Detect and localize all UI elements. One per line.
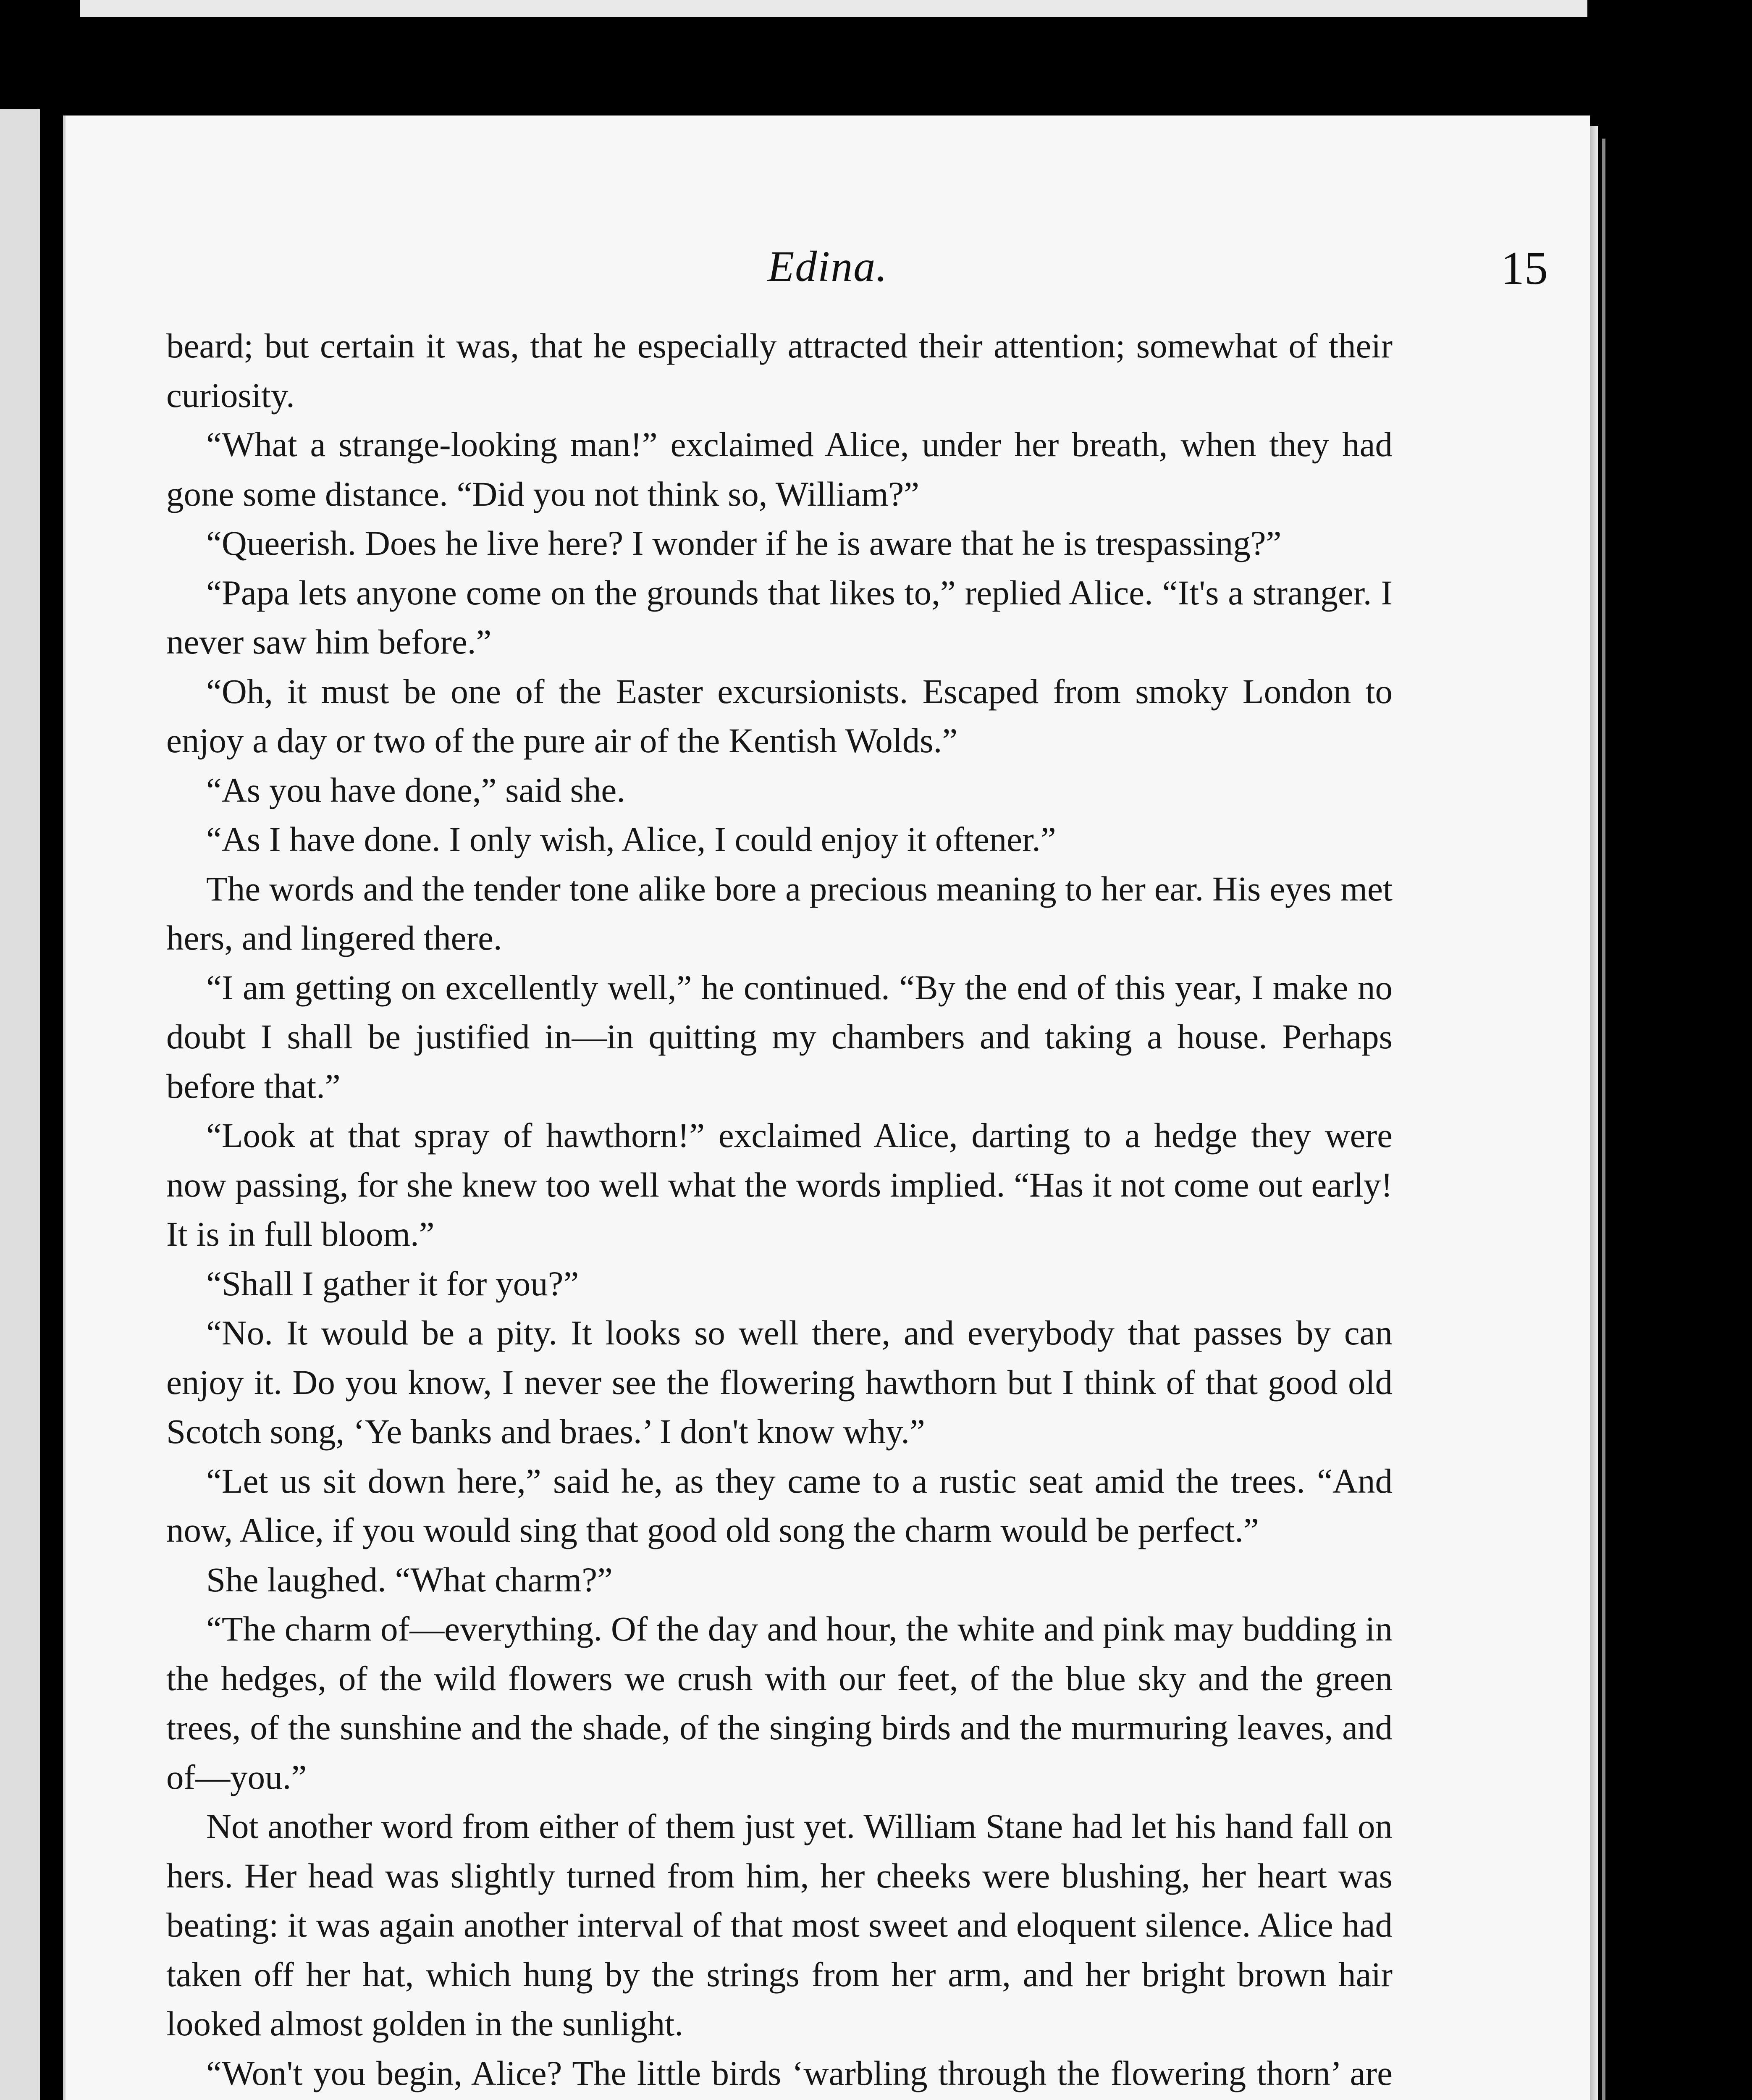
paragraph: beard; but certain it was, that he especially attracted their attention; somewhat of their curiosity. bbox=[166, 326, 1393, 415]
paragraph: Not another word from either of them just yet. William Stane had let his hand fall on hers. Her head was slightly turned from him, her cheeks were blushing, her heart was beating: it was again another interval of that most sweet and eloquent silence. Alice had taken off her hat, which hung by the strings from her arm, and her bright brown hair looked almost golden in the sunlight. bbox=[166, 1807, 1393, 2043]
paragraph: “I am getting on excellently well,” he continued. “By the end of this year, I make no doubt I shall be justified in—in quitting my chambers and taking a house. Perhaps before that.” bbox=[166, 968, 1393, 1105]
paragraph: “Queerish. Does he live here? I wonder if he is aware that he is trespassing?” bbox=[206, 524, 1282, 562]
paragraph: “Oh, it must be one of the Easter excursionists. Escaped from smoky London to enjoy a day or two of the pure air of the Kentish Wolds.” bbox=[166, 672, 1393, 760]
paragraph: “The charm of—everything. Of the day and hour, the white and pink may budding in the hedges, of the wild flowers we crush with our feet, of the blue sky and the green trees, of the sunshine and the shade, of the singing birds and the murmuring leaves, and of—you.” bbox=[166, 1609, 1393, 1796]
paragraph: She laughed. “What charm?” bbox=[206, 1560, 613, 1599]
book-page bbox=[63, 116, 1590, 2100]
paragraph: The words and the tender tone alike bore a precious meaning to her ear. His eyes met hers, and lingered there. bbox=[166, 869, 1393, 957]
page-edge-line bbox=[1602, 139, 1605, 2100]
paragraph: “As I have done. I only wish, Alice, I could enjoy it oftener.” bbox=[206, 820, 1056, 858]
paragraph: “Won't you begin, Alice? The little birds ‘warbling through the flowering thorn’ are bbox=[206, 2053, 1393, 2092]
paragraph: “Shall I gather it for you?” bbox=[206, 1264, 579, 1303]
paragraph: “Let us sit down here,” said he, as they came to a rustic seat amid the trees. “And now, Alice, if you would sing that good old song the charm would be perfect.” bbox=[166, 1461, 1393, 1549]
page-binding-edge bbox=[1589, 126, 1598, 2100]
page-number: 15 bbox=[1501, 242, 1548, 294]
paragraph: “As you have done,” said she. bbox=[206, 770, 626, 809]
paragraph: “What a strange-looking man!” exclaimed Alice, under her breath, when they had gone some distance. “Did you not think so, William?” bbox=[166, 425, 1393, 513]
paragraph: “Papa lets anyone come on the grounds that likes to,” replied Alice. “It's a stranger. I never saw him before.” bbox=[166, 573, 1393, 661]
paragraph: “No. It would be a pity. It looks so well there, and everybody that passes by can enjoy it. Do you know, I never see the flowering hawthorn but I think of that good old Scotch song, ‘Ye banks and braes.’ I don't know why.” bbox=[166, 1313, 1393, 1451]
running-title: Edina. bbox=[767, 242, 888, 291]
body-text bbox=[166, 321, 1393, 2100]
paragraph: “Look at that spray of hawthorn!” exclaimed Alice, darting to a hedge they were now passing, for she knew too well what the words implied. “Has it not come out early! It is in full bloom.” bbox=[166, 1116, 1393, 1253]
next-page-edge bbox=[80, 0, 1587, 17]
previous-page-edge bbox=[0, 109, 40, 2100]
